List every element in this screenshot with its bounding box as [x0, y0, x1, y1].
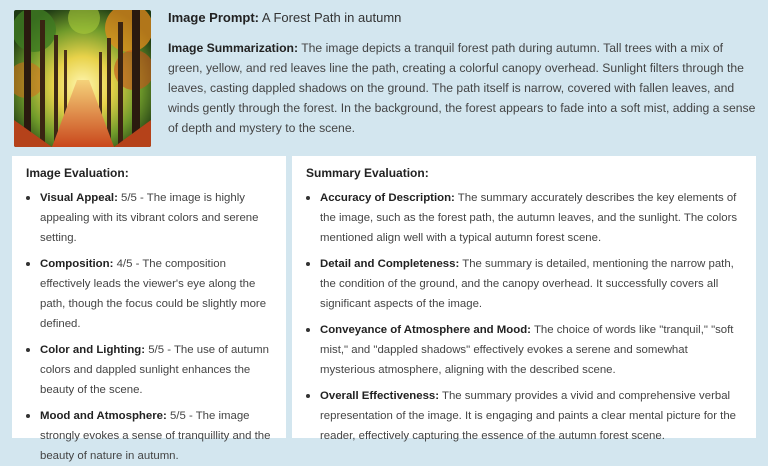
image-evaluation-list	[26, 188, 272, 466]
item-label: Mood and Atmosphere:	[40, 410, 167, 422]
summary-evaluation-list	[306, 188, 742, 446]
image-summarization	[168, 38, 758, 138]
image-evaluation-title: Image Evaluation:	[26, 166, 129, 180]
item-text: 5/5 - The use of autumn colors and dappled sunlight enhances the beauty of the scene.	[40, 344, 269, 396]
list-item	[26, 188, 272, 248]
bullet-icon	[26, 262, 30, 266]
bullet-icon	[26, 348, 30, 352]
bullet-icon	[26, 414, 30, 418]
summary-label: Image Summarization:	[168, 41, 299, 55]
item-text: The summary provides a vivid and comprehensive verbal representation of the image. It is engaging and paints a clear mental picture for the reader, effectively capturing the essence of the autumn forest scene.	[320, 390, 737, 442]
header-section	[0, 0, 768, 152]
item-label: Color and Lighting:	[40, 344, 146, 356]
bullet-icon	[306, 394, 310, 398]
forest-illustration	[14, 10, 151, 147]
item-text: The choice of words like "tranquil," "soft mist," and "dappled shadows" effectively evokes a serene and somewhat mysterious atmosphere, aligning with the described scene.	[320, 324, 734, 376]
item-label: Visual Appeal:	[40, 192, 118, 204]
summary-evaluation-panel	[292, 156, 756, 442]
item-label: Conveyance of Atmosphere and Mood:	[320, 324, 531, 336]
prompt-label: Image Prompt:	[168, 10, 260, 25]
bullet-icon	[306, 328, 310, 332]
list-item	[26, 340, 272, 400]
list-item	[306, 320, 742, 380]
bullet-icon	[306, 262, 310, 266]
item-label: Composition:	[40, 258, 114, 270]
list-item	[26, 406, 272, 466]
item-label: Overall Effectiveness:	[320, 390, 440, 402]
list-item	[306, 254, 742, 314]
item-text: 4/5 - The composition effectively leads the viewer's eye along the path, though the focus could be slightly more defined.	[40, 258, 267, 330]
bullet-icon	[306, 196, 310, 200]
bullet-icon	[26, 196, 30, 200]
item-text: 5/5 - The image is highly appealing with its vibrant colors and serene setting.	[40, 192, 259, 244]
item-text: 5/5 - The image strongly evokes a sense of tranquillity and the beauty of nature in autumn.	[40, 410, 271, 462]
list-item	[26, 254, 272, 334]
item-label: Detail and Completeness:	[320, 258, 460, 270]
summary-text: The image depicts a tranquil forest path during autumn. Tall trees with a mix of green, yellow, and red leaves line the path, creating a colorful canopy overhead. Sunlight filters through the leaves, casting dappled shadows on the ground. The path itself is narrow, covered with fallen leaves, and winds gently through the forest. In the background, the forest appears to fade into a soft mist, adding a sense of depth and mystery to the scene.	[168, 41, 756, 135]
item-text: The summary accurately describes the key elements of the image, such as the forest path, the autumn leaves, and the sunlight. The colors mentioned align well with a typical autumn forest scene.	[320, 192, 738, 244]
image-evaluation-panel	[12, 156, 286, 462]
item-text: The summary is detailed, mentioning the narrow path, the condition of the ground, and the canopy overhead. It successfully covers all significant aspects of the image.	[320, 258, 734, 310]
item-label: Accuracy of Description:	[320, 192, 455, 204]
image-prompt	[168, 9, 401, 27]
forest-path-image	[14, 10, 151, 147]
list-item	[306, 188, 742, 248]
summary-evaluation-title: Summary Evaluation:	[306, 166, 429, 180]
prompt-value: A Forest Path in autumn	[261, 10, 402, 25]
list-item	[306, 386, 742, 446]
